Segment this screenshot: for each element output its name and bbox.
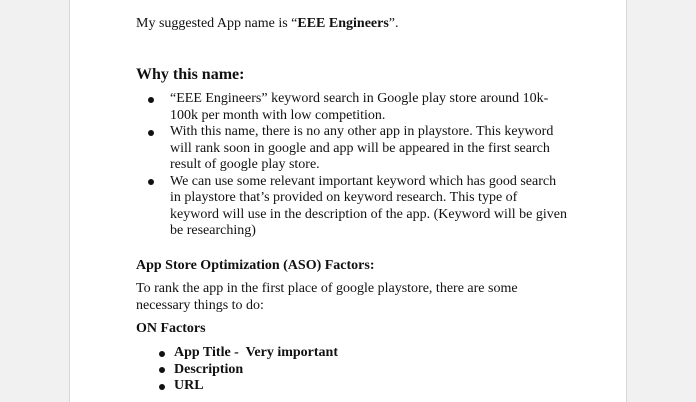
why-heading: Why this name: [136,66,245,83]
intro-suffix: ”. [388,16,399,31]
why-bullet-2: With this name, there is no any other app in playstore. This keyword will rank soon in google and app will be appeared in the first search result of google play store. [148,124,568,174]
app-name: EEE Engineers [297,16,389,31]
on-factors-list [159,345,338,395]
why-bullet-3: We can use some relevant important keyword which has good search in playstore that’s provided on keyword research. This type of keyword will use in the description of the app. (Keyword will be given be researching) [148,174,568,240]
why-bullet-1: “EEE Engineers” keyword search in Google play store around 10k-100k per month with low competition. [148,91,568,124]
why-bullet-list [148,91,568,240]
on-factor-app-title: App Title - Very important [159,345,338,362]
on-factors-heading: ON Factors [136,321,206,336]
on-factor-url: URL [159,378,338,395]
intro-sentence [136,15,399,33]
on-factor-description: Description [159,362,338,379]
intro-prefix: My suggested App name is “ [136,16,298,31]
document-page [69,0,627,402]
aso-paragraph: To rank the app in the first place of google playstore, there are some necessary things to do: [136,281,518,313]
aso-heading: App Store Optimization (ASO) Factors: [136,258,375,273]
